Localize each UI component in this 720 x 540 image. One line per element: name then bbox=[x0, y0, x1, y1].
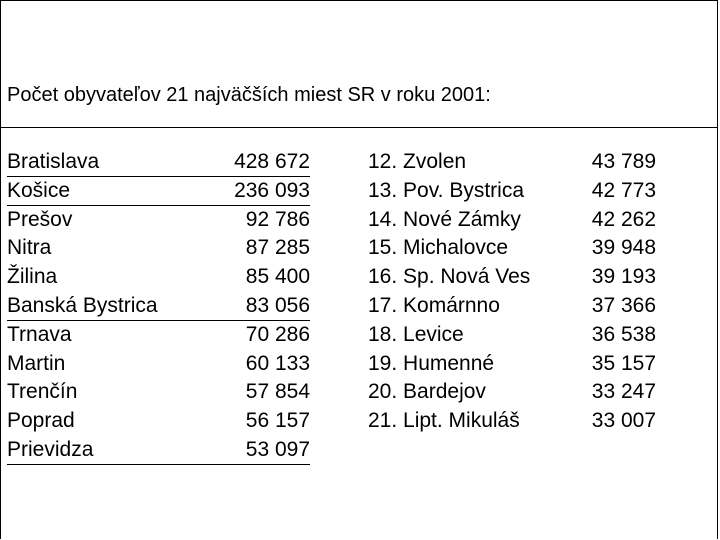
population-value: 60 133 bbox=[245, 351, 310, 375]
population-value: 42 262 bbox=[591, 207, 656, 231]
city-name: Nitra bbox=[7, 236, 52, 260]
city-name: 14. Nové Zámky bbox=[368, 207, 521, 231]
population-value: 43 789 bbox=[591, 150, 656, 173]
population-value: 85 400 bbox=[245, 265, 310, 289]
population-value: 42 773 bbox=[591, 178, 656, 202]
population-value: 92 786 bbox=[245, 207, 310, 231]
population-value: 33 247 bbox=[591, 380, 656, 404]
population-value: 83 056 bbox=[245, 293, 310, 317]
population-value: 35 157 bbox=[591, 351, 656, 375]
population-value: 87 285 bbox=[245, 236, 310, 260]
row-underline bbox=[7, 176, 310, 177]
city-name: Košice bbox=[7, 178, 71, 202]
city-name: 21. Lipt. Mikuláš bbox=[368, 409, 520, 433]
right-population-values bbox=[570, 148, 656, 436]
row-underline bbox=[7, 205, 310, 206]
city-name: 15. Michalovce bbox=[368, 236, 509, 260]
population-value: 33 007 bbox=[591, 409, 656, 433]
city-name: Žilina bbox=[7, 265, 58, 289]
population-value: 70 286 bbox=[245, 322, 310, 346]
city-name: 12. Zvolen bbox=[368, 150, 467, 173]
population-value: 36 538 bbox=[591, 322, 656, 346]
city-name: 19. Humenné bbox=[368, 351, 495, 375]
city-name: Poprad bbox=[7, 409, 75, 433]
population-value: 236 093 bbox=[234, 178, 310, 202]
title-divider bbox=[1, 127, 717, 128]
city-name: 20. Bardejov bbox=[368, 380, 486, 404]
city-name: Banská Bystrica bbox=[7, 293, 158, 317]
page-title: Počet obyvateľov 21 najväčších miest SR v roku 2001: bbox=[7, 84, 491, 106]
left-population-values bbox=[150, 148, 310, 465]
city-name: Prievidza bbox=[7, 437, 94, 461]
population-value: 37 366 bbox=[591, 293, 656, 317]
population-value: 39 193 bbox=[591, 265, 656, 289]
population-value: 57 854 bbox=[245, 380, 310, 404]
city-name: Trenčín bbox=[7, 380, 78, 404]
city-name: Bratislava bbox=[7, 150, 100, 173]
city-name: 18. Levice bbox=[368, 322, 464, 346]
city-name: 16. Sp. Nová Ves bbox=[368, 265, 531, 289]
left-city-names bbox=[7, 148, 158, 465]
population-value: 56 157 bbox=[245, 409, 310, 433]
population-value: 428 672 bbox=[234, 150, 310, 173]
population-value: 53 097 bbox=[245, 437, 310, 461]
row-underline bbox=[7, 320, 310, 321]
city-name: 17. Komárnno bbox=[368, 293, 500, 317]
row-underline bbox=[7, 464, 310, 465]
city-name: Martin bbox=[7, 351, 66, 375]
population-value: 39 948 bbox=[591, 236, 656, 260]
city-name: 13. Pov. Bystrica bbox=[368, 178, 525, 202]
city-name: Trnava bbox=[7, 322, 72, 346]
city-name: Prešov bbox=[7, 207, 73, 231]
right-city-names bbox=[368, 148, 530, 436]
